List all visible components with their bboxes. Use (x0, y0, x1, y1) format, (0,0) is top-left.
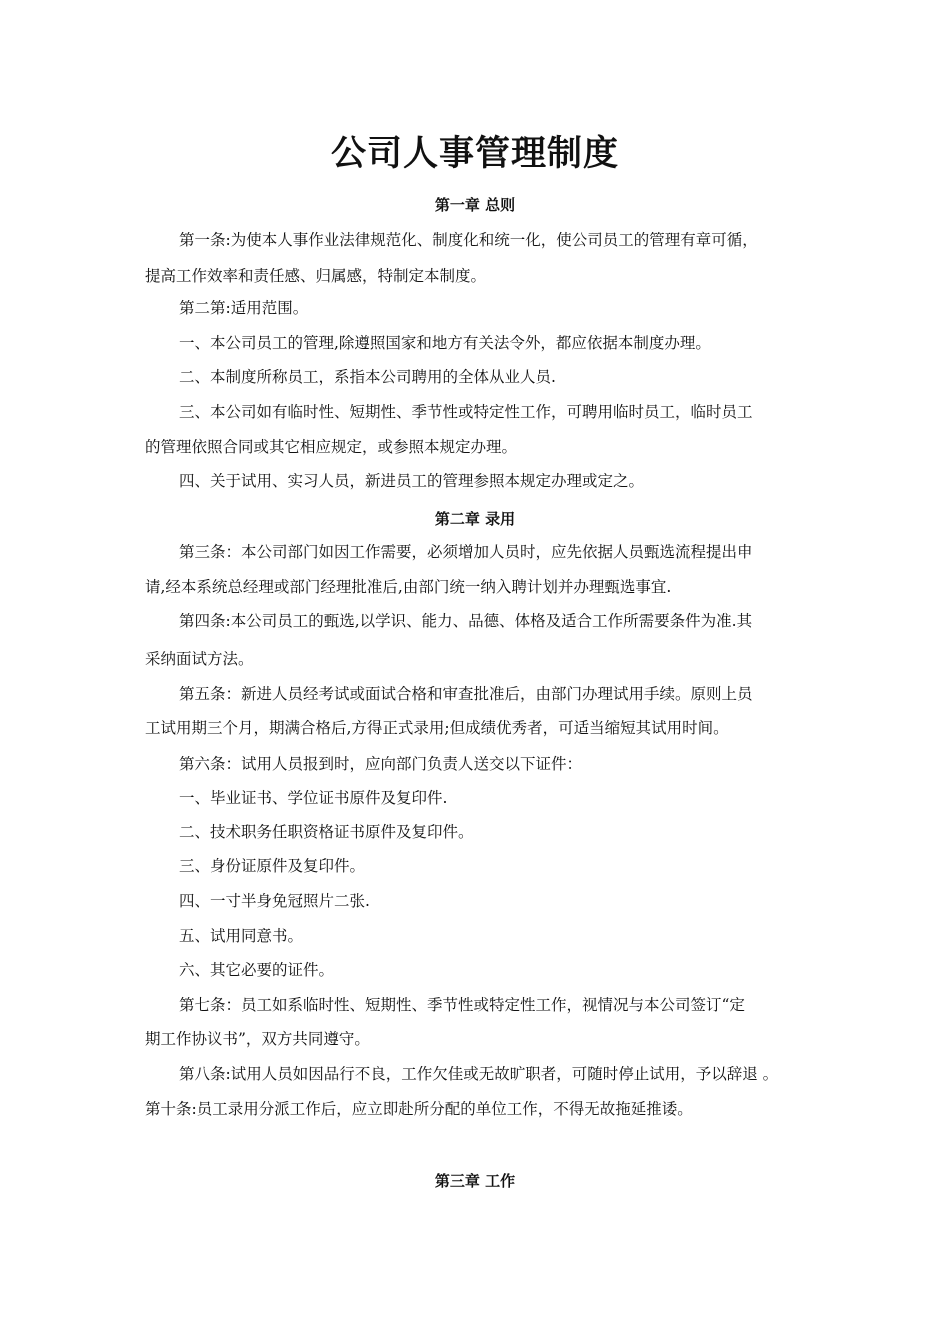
paragraph-line: 的管理依照合同或其它相应规定，或参照本规定办理。 (145, 438, 518, 456)
chapter-heading: 第二章 录用 (434, 510, 516, 528)
paragraph-line: 二、本制度所称员工，系指本公司聘用的全体从业人员. (179, 368, 556, 386)
paragraph-line: 采纳面试方法。 (145, 650, 254, 668)
paragraph-line: 第七条：员工如系临时性、短期性、季节性或特定性工作，视情况与本公司签订“定 (179, 996, 745, 1014)
paragraph-line: 第八条:试用人员如因品行不良，工作欠佳或无故旷职者，可随时停止试用，予以辞退 。 (179, 1065, 779, 1083)
paragraph-line: 第四条:本公司员工的甄选,以学识、能力、品德、体格及适合工作所需要条件为准.其 (179, 612, 753, 630)
paragraph-line: 第二第:适用范围。 (179, 299, 309, 317)
paragraph-line: 第六条：试用人员报到时，应向部门负责人送交以下证件： (179, 755, 583, 773)
paragraph-line: 工试用期三个月，期满合格后,方得正式录用;但成绩优秀者，可适当缩短其试用时间。 (145, 719, 729, 737)
paragraph-line: 六、其它必要的证件。 (179, 961, 335, 979)
paragraph-line: 五、试用同意书。 (179, 927, 304, 945)
paragraph-line: 第一条:为使本人事作业法律规范化、制度化和统一化，使公司员工的管理有章可循， (179, 231, 758, 249)
paragraph-line: 一、本公司员工的管理,除遵照国家和地方有关法令外，都应依据本制度办理。 (179, 334, 711, 352)
paragraph-line: 四、关于试用、实习人员，新进员工的管理参照本规定办理或定之。 (179, 472, 645, 490)
chapter-heading: 第一章 总则 (434, 196, 516, 214)
paragraph-line: 二、技术职务任职资格证书原件及复印件。 (179, 823, 474, 841)
paragraph-line: 期工作协议书”，双方共同遵守。 (145, 1030, 370, 1048)
paragraph-line: 第十条:员工录用分派工作后，应立即赴所分配的单位工作，不得无故拖延推诿。 (145, 1100, 693, 1118)
paragraph-line: 请,经本系统总经理或部门经理批准后,由部门统一纳入聘计划并办理甄选事宜. (145, 578, 672, 596)
paragraph-line: 提高工作效率和责任感、归属感，特制定本制度。 (145, 267, 487, 285)
paragraph-line: 三、身份证原件及复印件。 (179, 857, 366, 875)
paragraph-line: 第五条：新进人员经考试或面试合格和审查批准后，由部门办理试用手续。原则上员 (179, 685, 753, 703)
chapter-heading: 第三章 工作 (434, 1172, 516, 1190)
paragraph-line: 一、毕业证书、学位证书原件及复印件. (179, 789, 448, 807)
paragraph-line: 四、一寸半身免冠照片二张. (179, 892, 370, 910)
paragraph-line: 三、本公司如有临时性、短期性、季节性或特定性工作，可聘用临时员工，临时员工 (179, 403, 753, 421)
paragraph-line: 第三条：本公司部门如因工作需要，必须增加人员时，应先依据人员甄选流程提出申 (179, 543, 753, 561)
document-title: 公司人事管理制度 (330, 134, 619, 174)
